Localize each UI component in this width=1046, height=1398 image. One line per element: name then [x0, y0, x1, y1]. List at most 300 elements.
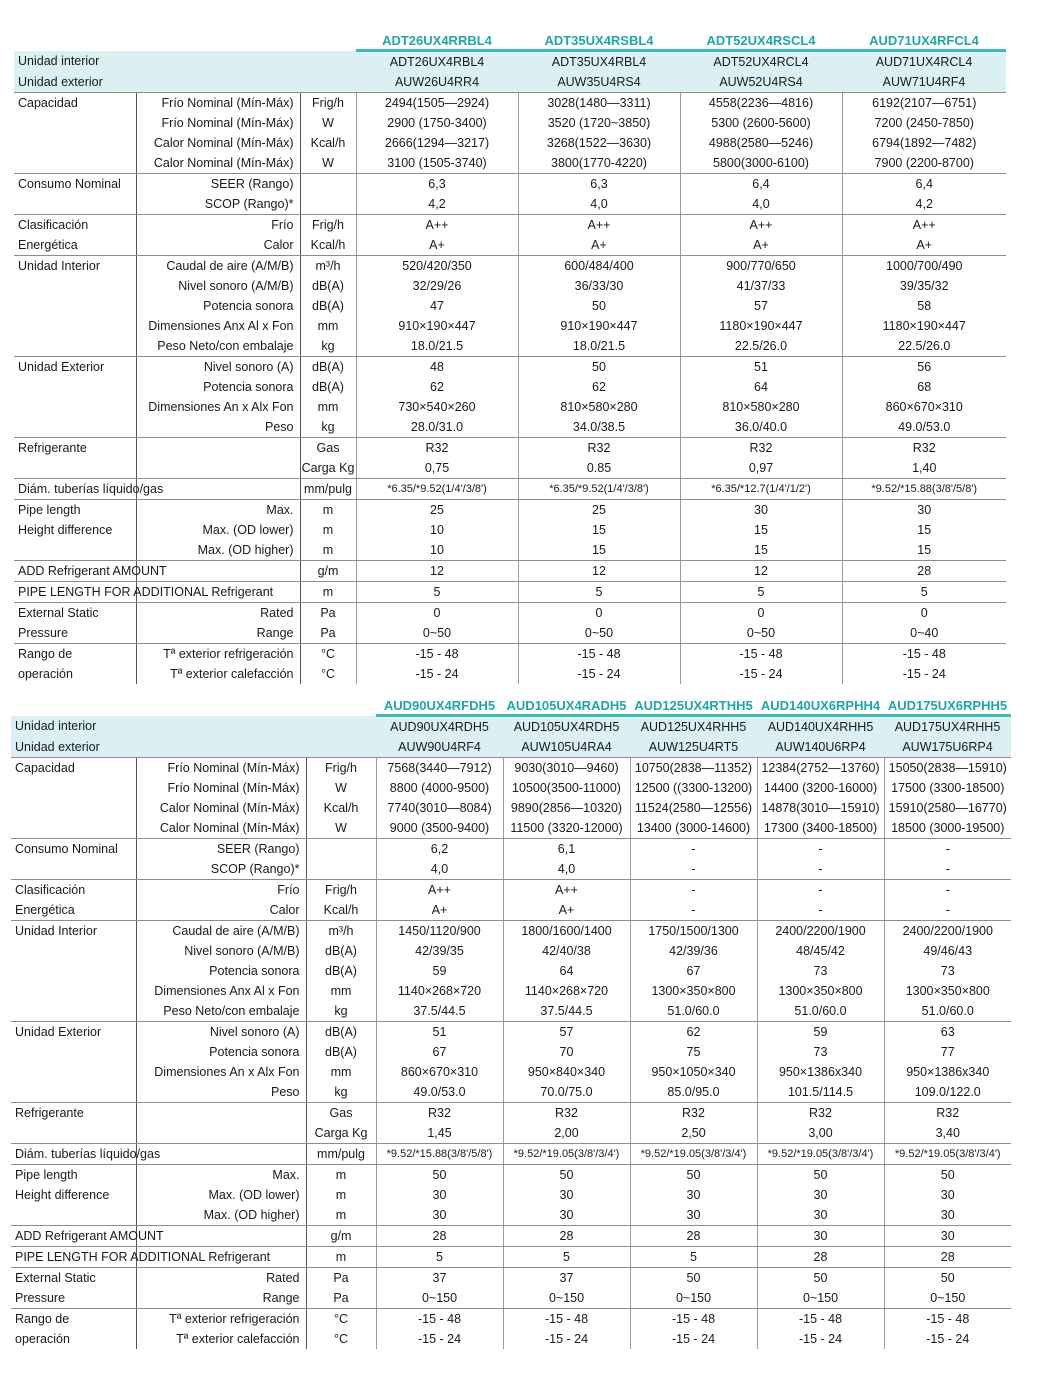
row-parameter-label: Nivel sonoro (A/M/B): [136, 941, 306, 961]
spec-row: [11, 1103, 1011, 1124]
spec-value: 41/37/33: [680, 276, 842, 296]
spec-value: *6.35/*9.52(1/4'/3/8'): [356, 479, 518, 500]
spec-value: R32: [680, 438, 842, 459]
spec-value: AUW26U4RR4: [356, 72, 518, 93]
spec-value: A+: [680, 235, 842, 256]
row-parameter-label: Frío Nominal (Mín-Máx): [136, 113, 300, 133]
spec-row: [14, 336, 1006, 357]
spec-value: 73: [884, 961, 1011, 981]
spec-value: 900/770/650: [680, 256, 842, 277]
spec-value: 15: [842, 520, 1006, 540]
row-parameter-label: Nivel sonoro (A/M/B): [136, 276, 300, 296]
spec-value: -15 - 48: [356, 644, 518, 665]
row-unit: °C: [306, 1329, 376, 1349]
spec-row: [14, 174, 1006, 195]
row-parameter-label: Frío Nominal (Mín-Máx): [136, 778, 306, 798]
spec-value: 2,50: [630, 1123, 757, 1144]
row-unit: Frig/h: [300, 215, 356, 236]
spec-value: 6192(2107—6751): [842, 93, 1006, 114]
spec-value: -15 - 48: [376, 1309, 503, 1330]
row-parameter-label: Max.: [136, 500, 300, 521]
spec-value: 0~150: [630, 1288, 757, 1309]
spec-value: -15 - 48: [884, 1309, 1011, 1330]
spec-value: 5: [518, 582, 680, 603]
spec-value: 5: [376, 1247, 503, 1268]
blank-cell: [306, 697, 376, 716]
spec-value: -15 - 24: [757, 1329, 884, 1349]
spec-value: 1450/1120/900: [376, 921, 503, 942]
row-group-label: [11, 859, 136, 880]
row-parameter-label: Rated: [136, 1268, 306, 1289]
spec-value: 1300×350×800: [757, 981, 884, 1001]
spec-value: -15 - 24: [842, 664, 1006, 684]
spec-value: 0~150: [757, 1288, 884, 1309]
spec-value: 4,0: [503, 859, 630, 880]
spec-value: 860×670×310: [842, 397, 1006, 417]
row-unit: Kcal/h: [306, 900, 376, 921]
spec-value: 5300 (2600-5600): [680, 113, 842, 133]
spec-row: [14, 458, 1006, 479]
row-parameter-label: Max.: [136, 1165, 306, 1186]
spec-value: 15: [680, 540, 842, 561]
row-group-label: [11, 1082, 136, 1103]
spec-value: 101.5/114.5: [757, 1082, 884, 1103]
row-unit: Carga Kg: [306, 1123, 376, 1144]
spec-value: *6.35/*12.7(1/4'/1/2'): [680, 479, 842, 500]
row-group-label: [11, 778, 136, 798]
spec-value: 0,75: [356, 458, 518, 479]
spec-value: 1180×190×447: [680, 316, 842, 336]
row-unit: kg: [306, 1082, 376, 1103]
row-group-label: [14, 113, 136, 133]
spec-value: 0~50: [518, 623, 680, 644]
spec-value: 0: [356, 603, 518, 624]
row-parameter-label: [136, 716, 306, 738]
spec-value: 51.0/60.0: [630, 1001, 757, 1022]
spec-value: AUD90UX4RDH5: [376, 716, 503, 738]
row-unit: [306, 839, 376, 860]
spec-row: [14, 561, 1006, 582]
spec-value: 5: [842, 582, 1006, 603]
spec-value: AUW52U4RS4: [680, 72, 842, 93]
spec-value: 70.0/75.0: [503, 1082, 630, 1103]
spec-value: 1300×350×800: [630, 981, 757, 1001]
spec-row: [11, 981, 1011, 1001]
spec-value: 5: [503, 1247, 630, 1268]
row-unit: Kcal/h: [306, 798, 376, 818]
spec-value: -: [884, 880, 1011, 901]
spec-value: *9.52/*19.05(3/8'/3/4'): [884, 1144, 1011, 1165]
spec-row: [11, 1001, 1011, 1022]
spec-value: 2900 (1750-3400): [356, 113, 518, 133]
spec-value: -15 - 24: [376, 1329, 503, 1349]
spec-value: 62: [518, 377, 680, 397]
spec-value: -: [884, 900, 1011, 921]
spec-value: 14878(3010—15910): [757, 798, 884, 818]
spec-value: 57: [680, 296, 842, 316]
spec-value: 10: [356, 540, 518, 561]
spec-row: [11, 1226, 1011, 1247]
spec-value: 75: [630, 1042, 757, 1062]
row-parameter-label: Calor: [136, 235, 300, 256]
spec-value: -: [630, 859, 757, 880]
row-parameter-label: Frío Nominal (Mín-Máx): [136, 758, 306, 779]
spec-value: 51.0/60.0: [757, 1001, 884, 1022]
row-parameter-label: [136, 438, 300, 459]
spec-value: 49.0/53.0: [842, 417, 1006, 438]
spec-value: 42/40/38: [503, 941, 630, 961]
spec-value: -: [757, 900, 884, 921]
row-group-label: Rango de: [15, 1312, 70, 1326]
spec-value: 30: [376, 1185, 503, 1205]
spec-value: 30: [884, 1185, 1011, 1205]
spec-value: 860×670×310: [376, 1062, 503, 1082]
spec-value: 11500 (3320-12000): [503, 818, 630, 839]
spec-row: [14, 133, 1006, 153]
row-group-label: [14, 540, 136, 561]
spec-value: 15: [842, 540, 1006, 561]
row-unit: m: [306, 1247, 376, 1268]
spec-row: [14, 540, 1006, 561]
row-unit: dB(A): [306, 1042, 376, 1062]
spec-value: -: [630, 900, 757, 921]
spec-value: 36.0/40.0: [680, 417, 842, 438]
row-group-label: Unidad Interior: [18, 259, 100, 273]
row-group-label: [11, 818, 136, 839]
spec-value: -15 - 24: [503, 1329, 630, 1349]
spec-value: 22.5/26.0: [842, 336, 1006, 357]
row-group-label: External Static: [18, 606, 99, 620]
row-unit: Pa: [306, 1268, 376, 1289]
spec-value: 37.5/44.5: [376, 1001, 503, 1022]
row-group-label: [11, 941, 136, 961]
model-code: ADT35UX4RSBL4: [518, 32, 680, 51]
row-group-label: [14, 153, 136, 174]
row-group-label: [14, 397, 136, 417]
row-unit: °C: [300, 664, 356, 684]
spec-value: 70: [503, 1042, 630, 1062]
row-parameter-label: Calor Nominal (Mín-Máx): [136, 818, 306, 839]
row-unit: Frig/h: [300, 93, 356, 114]
model-code: AUD140UX6RPHH4: [757, 697, 884, 716]
spec-value: 51.0/60.0: [884, 1001, 1011, 1022]
spec-value: 50: [884, 1268, 1011, 1289]
spec-value: 13400 (3000-14600): [630, 818, 757, 839]
row-unit: kg: [306, 1001, 376, 1022]
spec-value: 9030(3010—9460): [503, 758, 630, 779]
row-unit: [306, 737, 376, 758]
spec-value: ADT35UX4RBL4: [518, 51, 680, 73]
row-parameter-label: Frío: [136, 880, 306, 901]
row-unit: W: [306, 818, 376, 839]
spec-value: 950×1386x340: [884, 1062, 1011, 1082]
row-group-label: Clasificación: [18, 218, 89, 232]
row-group-label: Height difference: [15, 1188, 110, 1202]
spec-value: 37: [503, 1268, 630, 1289]
spec-row: [14, 235, 1006, 256]
spec-value: 0~150: [376, 1288, 503, 1309]
row-unit: Carga Kg: [300, 458, 356, 479]
spec-value: 28: [503, 1226, 630, 1247]
row-parameter-label: [136, 51, 300, 73]
spec-value: AUD125UX4RHH5: [630, 716, 757, 738]
spec-value: 22.5/26.0: [680, 336, 842, 357]
spec-value: 0~150: [503, 1288, 630, 1309]
spec-value: 9000 (3500-9400): [376, 818, 503, 839]
spec-value: A++: [356, 215, 518, 236]
spec-value: 3800(1770-4220): [518, 153, 680, 174]
spec-value: 30: [757, 1185, 884, 1205]
row-unit: mm/pulg: [300, 479, 356, 500]
spec-value: 4558(2236—4816): [680, 93, 842, 114]
spec-value: R32: [884, 1103, 1011, 1124]
spec-value: 50: [518, 357, 680, 378]
spec-value: 49/46/43: [884, 941, 1011, 961]
row-unit: mm: [306, 981, 376, 1001]
spec-row: [11, 1144, 1011, 1165]
spec-row: [14, 377, 1006, 397]
spec-value: 25: [518, 500, 680, 521]
spec-row: [14, 276, 1006, 296]
row-unit: g/m: [300, 561, 356, 582]
spec-value: 109.0/122.0: [884, 1082, 1011, 1103]
row-group-label: Clasificación: [15, 883, 86, 897]
spec-value: 34.0/38.5: [518, 417, 680, 438]
spec-value: 28: [630, 1226, 757, 1247]
row-group-label: [14, 276, 136, 296]
spec-table-1: [14, 32, 1006, 684]
spec-row: [11, 880, 1011, 901]
spec-value: 30: [884, 1205, 1011, 1226]
row-unit: mm: [300, 316, 356, 336]
spec-row: [14, 479, 1006, 500]
spec-value: -: [630, 880, 757, 901]
row-parameter-label: Potencia sonora: [136, 961, 306, 981]
row-parameter-label: Rated: [136, 603, 300, 624]
row-unit: [300, 194, 356, 215]
spec-value: 3,00: [757, 1123, 884, 1144]
row-parameter-label: Calor Nominal (Mín-Máx): [136, 798, 306, 818]
row-group-label: ADD Refrigerant AMOUNT: [11, 1226, 136, 1247]
spec-value: 950×1386x340: [757, 1062, 884, 1082]
spec-value: 37.5/44.5: [503, 1001, 630, 1022]
spec-value: R32: [356, 438, 518, 459]
spec-row: [11, 737, 1011, 758]
spec-value: 37: [376, 1268, 503, 1289]
model-code: ADT26UX4RRBL4: [356, 32, 518, 51]
spec-value: 42/39/36: [630, 941, 757, 961]
row-group-label: Height difference: [18, 523, 113, 537]
spec-row: [14, 603, 1006, 624]
spec-value: 600/484/400: [518, 256, 680, 277]
row-unit: kg: [300, 417, 356, 438]
row-parameter-label: Nivel sonoro (A): [136, 1022, 306, 1043]
row-group-label: Pressure: [11, 1288, 136, 1309]
spec-value: 59: [757, 1022, 884, 1043]
spec-row: [14, 51, 1006, 73]
spec-value: 30: [757, 1226, 884, 1247]
spec-value: 4,0: [518, 194, 680, 215]
row-parameter-label: Dimensiones An x Alx Fon: [136, 397, 300, 417]
row-unit: [306, 716, 376, 738]
spec-value: AUD140UX4RHH5: [757, 716, 884, 738]
spec-value: 58: [842, 296, 1006, 316]
row-parameter-label: [136, 737, 306, 758]
spec-row: [14, 93, 1006, 114]
row-group-label: Energética: [14, 235, 136, 256]
spec-value: 1300×350×800: [884, 981, 1011, 1001]
row-unit: m: [306, 1205, 376, 1226]
spec-row: [14, 215, 1006, 236]
blank-cell: [14, 32, 136, 51]
spec-row: [11, 758, 1011, 779]
spec-value: 28.0/31.0: [356, 417, 518, 438]
spec-value: -15 - 48: [503, 1309, 630, 1330]
row-unit: [300, 51, 356, 73]
spec-value: 8800 (4000-9500): [376, 778, 503, 798]
spec-row: [14, 113, 1006, 133]
spec-row: [11, 941, 1011, 961]
row-unit: g/m: [306, 1226, 376, 1247]
spec-value: 57: [503, 1022, 630, 1043]
row-unit: Pa: [306, 1288, 376, 1309]
row-group-label: Refrigerante: [18, 441, 87, 455]
row-group-label: Pipe length: [18, 503, 81, 517]
spec-value: 50: [757, 1165, 884, 1186]
spec-value: 15: [518, 540, 680, 561]
row-unit: [306, 859, 376, 880]
spec-value: 50: [630, 1268, 757, 1289]
row-group-label: Unidad interior: [11, 716, 136, 738]
spec-value: 810×580×280: [518, 397, 680, 417]
spec-value: 59: [376, 961, 503, 981]
model-code: AUD125UX4RTHH5: [630, 697, 757, 716]
spec-value: 62: [356, 377, 518, 397]
spec-value: -15 - 24: [630, 1329, 757, 1349]
spec-row: [11, 1309, 1011, 1330]
row-unit: dB(A): [300, 276, 356, 296]
spec-value: 67: [630, 961, 757, 981]
row-unit: mm: [300, 397, 356, 417]
row-group-label: [11, 1042, 136, 1062]
row-parameter-label: Dimensiones Anx Al x Fon: [136, 316, 300, 336]
spec-value: AUD105UX4RDH5: [503, 716, 630, 738]
row-parameter-label: [136, 1144, 306, 1165]
spec-value: 10: [356, 520, 518, 540]
spec-value: 910×190×447: [518, 316, 680, 336]
spec-value: 0,97: [680, 458, 842, 479]
row-group-label: [14, 296, 136, 316]
spec-value: -: [757, 839, 884, 860]
spec-row: [14, 438, 1006, 459]
spec-value: R32: [630, 1103, 757, 1124]
spec-value: AUW125U4RT5: [630, 737, 757, 758]
row-parameter-label: SCOP (Rango)*: [136, 859, 306, 880]
spec-value: 0~50: [680, 623, 842, 644]
model-code: ADT52UX4RSCL4: [680, 32, 842, 51]
spec-value: 6794(1892—7482): [842, 133, 1006, 153]
spec-row: [11, 1329, 1011, 1349]
spec-value: 30: [376, 1205, 503, 1226]
spec-value: 47: [356, 296, 518, 316]
row-parameter-label: Peso Neto/con embalaje: [136, 336, 300, 357]
row-parameter-label: Dimensiones Anx Al x Fon: [136, 981, 306, 1001]
spec-value: A++: [503, 880, 630, 901]
row-parameter-label: SCOP (Rango)*: [136, 194, 300, 215]
spec-value: 50: [518, 296, 680, 316]
row-unit: m³/h: [306, 921, 376, 942]
spec-value: 63: [884, 1022, 1011, 1043]
row-unit: Gas: [306, 1103, 376, 1124]
row-unit: dB(A): [300, 357, 356, 378]
spec-value: -15 - 24: [680, 664, 842, 684]
row-parameter-label: [136, 1103, 306, 1124]
spec-value: 0~40: [842, 623, 1006, 644]
row-unit: W: [300, 153, 356, 174]
spec-row: [14, 417, 1006, 438]
spec-value: 3520 (1720~3850): [518, 113, 680, 133]
spec-value: -: [884, 839, 1011, 860]
spec-value: 6,1: [503, 839, 630, 860]
spec-value: 15: [680, 520, 842, 540]
spec-value: 51: [680, 357, 842, 378]
spec-row: [14, 623, 1006, 644]
row-parameter-label: Calor Nominal (Mín-Máx): [136, 153, 300, 174]
blank-cell: [136, 697, 306, 716]
row-group-label: [14, 417, 136, 438]
row-unit: [300, 72, 356, 93]
spec-value: 50: [630, 1165, 757, 1186]
row-group-label: Consumo Nominal: [15, 842, 118, 856]
row-group-label: [11, 1001, 136, 1022]
model-code: AUD71UX4RFCL4: [842, 32, 1006, 51]
spec-row: [14, 500, 1006, 521]
spec-value: 6,2: [376, 839, 503, 860]
spec-value: -: [757, 859, 884, 880]
spec-value: 6,4: [842, 174, 1006, 195]
spec-value: 2494(1505—2924): [356, 93, 518, 114]
spec-value: 0.85: [518, 458, 680, 479]
row-unit: dB(A): [300, 377, 356, 397]
spec-value: 730×540×260: [356, 397, 518, 417]
spec-value: 6,3: [356, 174, 518, 195]
spec-value: 48: [356, 357, 518, 378]
spec-value: 2,00: [503, 1123, 630, 1144]
spec-row: [11, 1185, 1011, 1205]
model-code: AUD105UX4RADH5: [503, 697, 630, 716]
spec-value: 4988(2580—5246): [680, 133, 842, 153]
spec-value: R32: [518, 438, 680, 459]
row-group-label: Capacidad: [15, 761, 75, 775]
spec-value: 12: [356, 561, 518, 582]
row-parameter-label: Tª exterior calefacción: [136, 1329, 306, 1349]
spec-value: R32: [757, 1103, 884, 1124]
spec-value: AUW105U4RA4: [503, 737, 630, 758]
row-unit: Kcal/h: [300, 235, 356, 256]
spec-value: 28: [376, 1226, 503, 1247]
spec-value: *9.52/*19.05(3/8'/3/4'): [757, 1144, 884, 1165]
spec-value: 42/39/35: [376, 941, 503, 961]
row-unit: Frig/h: [306, 758, 376, 779]
row-unit: m: [300, 520, 356, 540]
row-unit: m: [300, 500, 356, 521]
row-unit: dB(A): [306, 1022, 376, 1043]
spec-value: 950×1050×340: [630, 1062, 757, 1082]
spec-value: *9.52/*15.88(3/8'/5/8'): [842, 479, 1006, 500]
spec-value: 910×190×447: [356, 316, 518, 336]
spec-value: 49.0/53.0: [376, 1082, 503, 1103]
spec-value: 0: [518, 603, 680, 624]
